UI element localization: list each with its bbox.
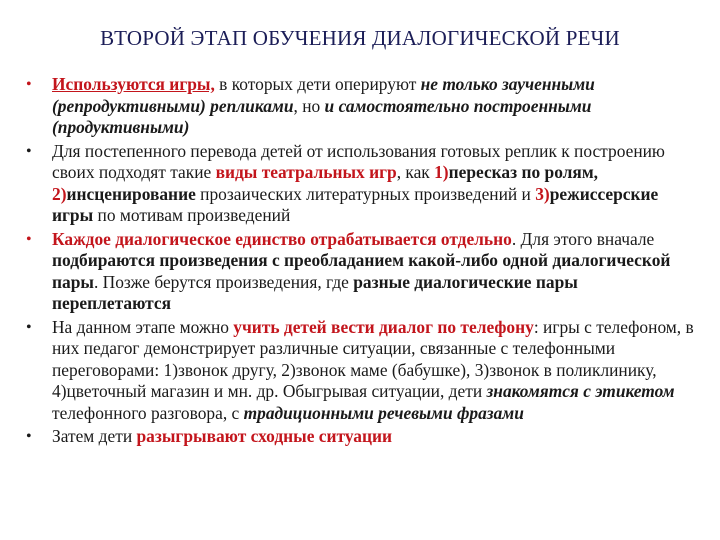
bullet-item	[26, 141, 696, 227]
slide-title: ВТОРОЙ ЭТАП ОБУЧЕНИЯ ДИАЛОГИЧЕСКОЙ РЕЧИ	[100, 26, 620, 50]
bullet-text-segment: 1)	[434, 162, 449, 182]
bullet-text-segment: 2)	[52, 183, 67, 204]
bullet-text-segment: по мотивам произведений	[93, 205, 291, 225]
bullet-dot: •	[26, 428, 32, 445]
bullet-item	[26, 317, 696, 425]
bullet-dot: •	[26, 230, 32, 248]
bullet-text-segment: . Позже берутся произведения, где	[93, 271, 354, 292]
bullet-text-segment: инсценирование	[66, 183, 196, 204]
bullet-text-segment: виды театральных игр	[215, 162, 397, 182]
bullet-text-segment: пересказ по ролям,	[448, 162, 599, 182]
bullet-text-segment: , как	[396, 162, 435, 182]
bullet-text-segment: телефонного разговора, с	[52, 402, 244, 423]
bullet-item	[26, 426, 696, 448]
bullet-text-segment: учить детей вести диалог по телефону	[233, 316, 534, 337]
bullet-dot: •	[26, 76, 32, 93]
bullet-text-segment: прозаических литературных произведений и	[195, 183, 536, 204]
bullet-item	[26, 74, 696, 139]
bullet-list	[26, 74, 696, 450]
bullet-text-segment: Каждое диалогическое единство отрабатывается отдельно	[52, 228, 512, 249]
bullet-dot: •	[26, 142, 32, 160]
bullet-text-segment: разыгрывают сходные ситуации	[136, 426, 393, 446]
bullet-text-segment: На данном этапе можно	[52, 316, 234, 337]
bullet-text-segment: разные диалогические пары переплетаются	[52, 271, 578, 313]
bullet-text-segment: Используются игры,	[52, 74, 215, 94]
bullet-text-segment: не только заученными (репродуктивными) репликами	[52, 74, 595, 116]
bullet-text-segment: 3)	[535, 183, 550, 204]
bullet-text-segment: и самостоятельно построенными (продуктивными)	[52, 95, 592, 137]
bullet-text-segment: в которых дети оперируют	[214, 74, 421, 94]
bullet-text-segment: : игры с телефоном, в них педагог демонстрирует различные ситуации, связанные с телефонными переговорами: 1)звонок другу, 2)звонок маме (бабушке), 3)звонок в поликлинику, 4)цветочный магазин и мн. др. Обыгрывая ситуации, дети	[52, 316, 694, 401]
bullet-text-segment: режиссерские игры	[52, 183, 659, 225]
bullet-text-segment: традиционными речевыми фразами	[243, 402, 524, 423]
bullet-text-segment: , но	[293, 95, 325, 116]
bullet-text-segment: . Для этого вначале	[511, 228, 655, 249]
bullet-dot: •	[26, 318, 32, 336]
bullet-item	[26, 229, 696, 315]
bullet-text-segment: знакомятся с этикетом	[486, 381, 675, 401]
bullet-text-segment: Затем дети	[52, 426, 137, 446]
bullet-text-segment: Для постепенного перевода детей от использования готовых реплик к построению своих подходят такие	[52, 140, 665, 182]
bullet-text-segment: подбираются произведения с преобладанием какой-либо одной диалогической пары	[52, 250, 671, 292]
